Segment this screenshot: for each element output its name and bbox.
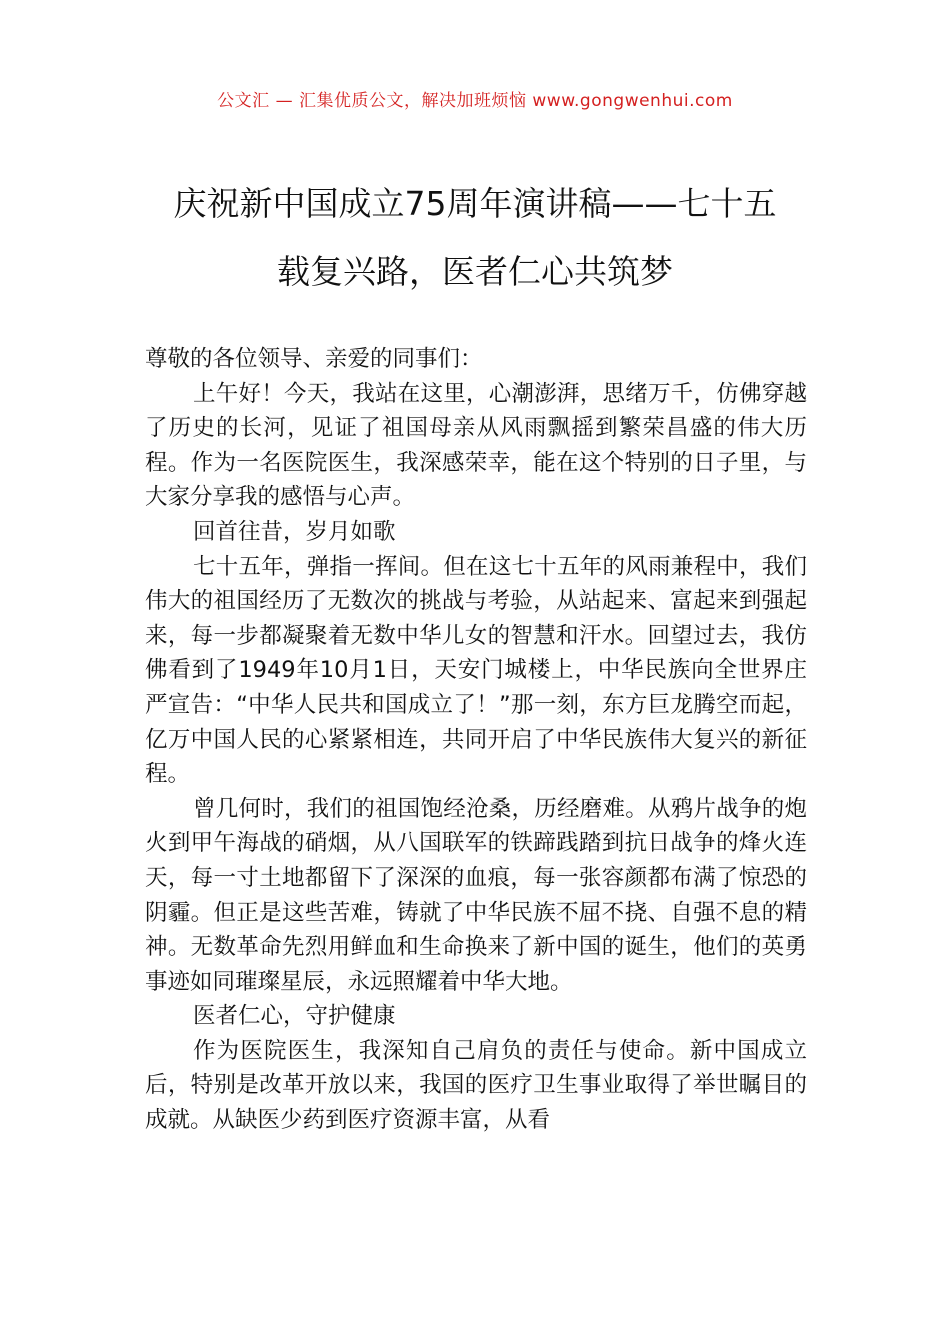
title-line-1: 庆祝新中国成立75周年演讲稿——七十五	[173, 184, 777, 223]
paragraph: 七十五年，弹指一挥间。但在这七十五年的风雨兼程中，我们伟大的祖国经历了无数次的挑战与考验，从站起来、富起来到强起来，每一步都凝聚着无数中华儿女的智慧和汗水。回望过去，我仿佛看到了1949年10月1日，天安门城楼上，中华民族向全世界庄严宣告：“中华人民共和国成立了！”那一刻，东方巨龙腾空而起，亿万中国人民的心紧紧相连，共同开启了中华民族伟大复兴的新征程。	[145, 553, 807, 788]
document-title	[60, 170, 890, 306]
title-line-2: 载复兴路，医者仁心共筑梦	[277, 252, 673, 291]
paragraph: 上午好！今天，我站在这里，心潮澎湃，思绪万千，仿佛穿越了历史的长河，见证了祖国母亲从风雨飘摇到繁荣昌盛的伟大历程。作为一名医院医生，我深感荣幸，能在这个特别的日子里，与大家分享我的感悟与心声。	[145, 380, 807, 511]
section-heading: 医者仁心，守护健康	[193, 1003, 396, 1030]
document-body	[145, 342, 807, 1138]
paragraph: 曾几何时，我们的祖国饱经沧桑，历经磨难。从鸦片战争的炮火到甲午海战的硝烟，从八国联军的铁蹄践踏到抗日战争的烽火连天，每一寸土地都留下了深深的血痕，每一张容颜都布满了惊恐的阴霾。但正是这些苦难，铸就了中华民族不屈不挠、自强不息的精神。无数革命先烈用鲜血和生命换来了新中国的诞生，他们的英勇事迹如同璀璨星辰，永远照耀着中华大地。	[145, 795, 807, 995]
paragraph: 作为医院医生，我深知自己肩负的责任与使命。新中国成立后，特别是改革开放以来，我国的医疗卫生事业取得了举世瞩目的成就。从缺医少药到医疗资源丰富，从看	[145, 1037, 807, 1134]
header-banner: 公文汇 — 汇集优质公文，解决加班烦恼 www.gongwenhui.com	[217, 91, 733, 111]
salutation: 尊敬的各位领导、亲爱的同事们：	[145, 346, 483, 372]
section-heading: 回首往昔，岁月如歌	[193, 518, 396, 545]
